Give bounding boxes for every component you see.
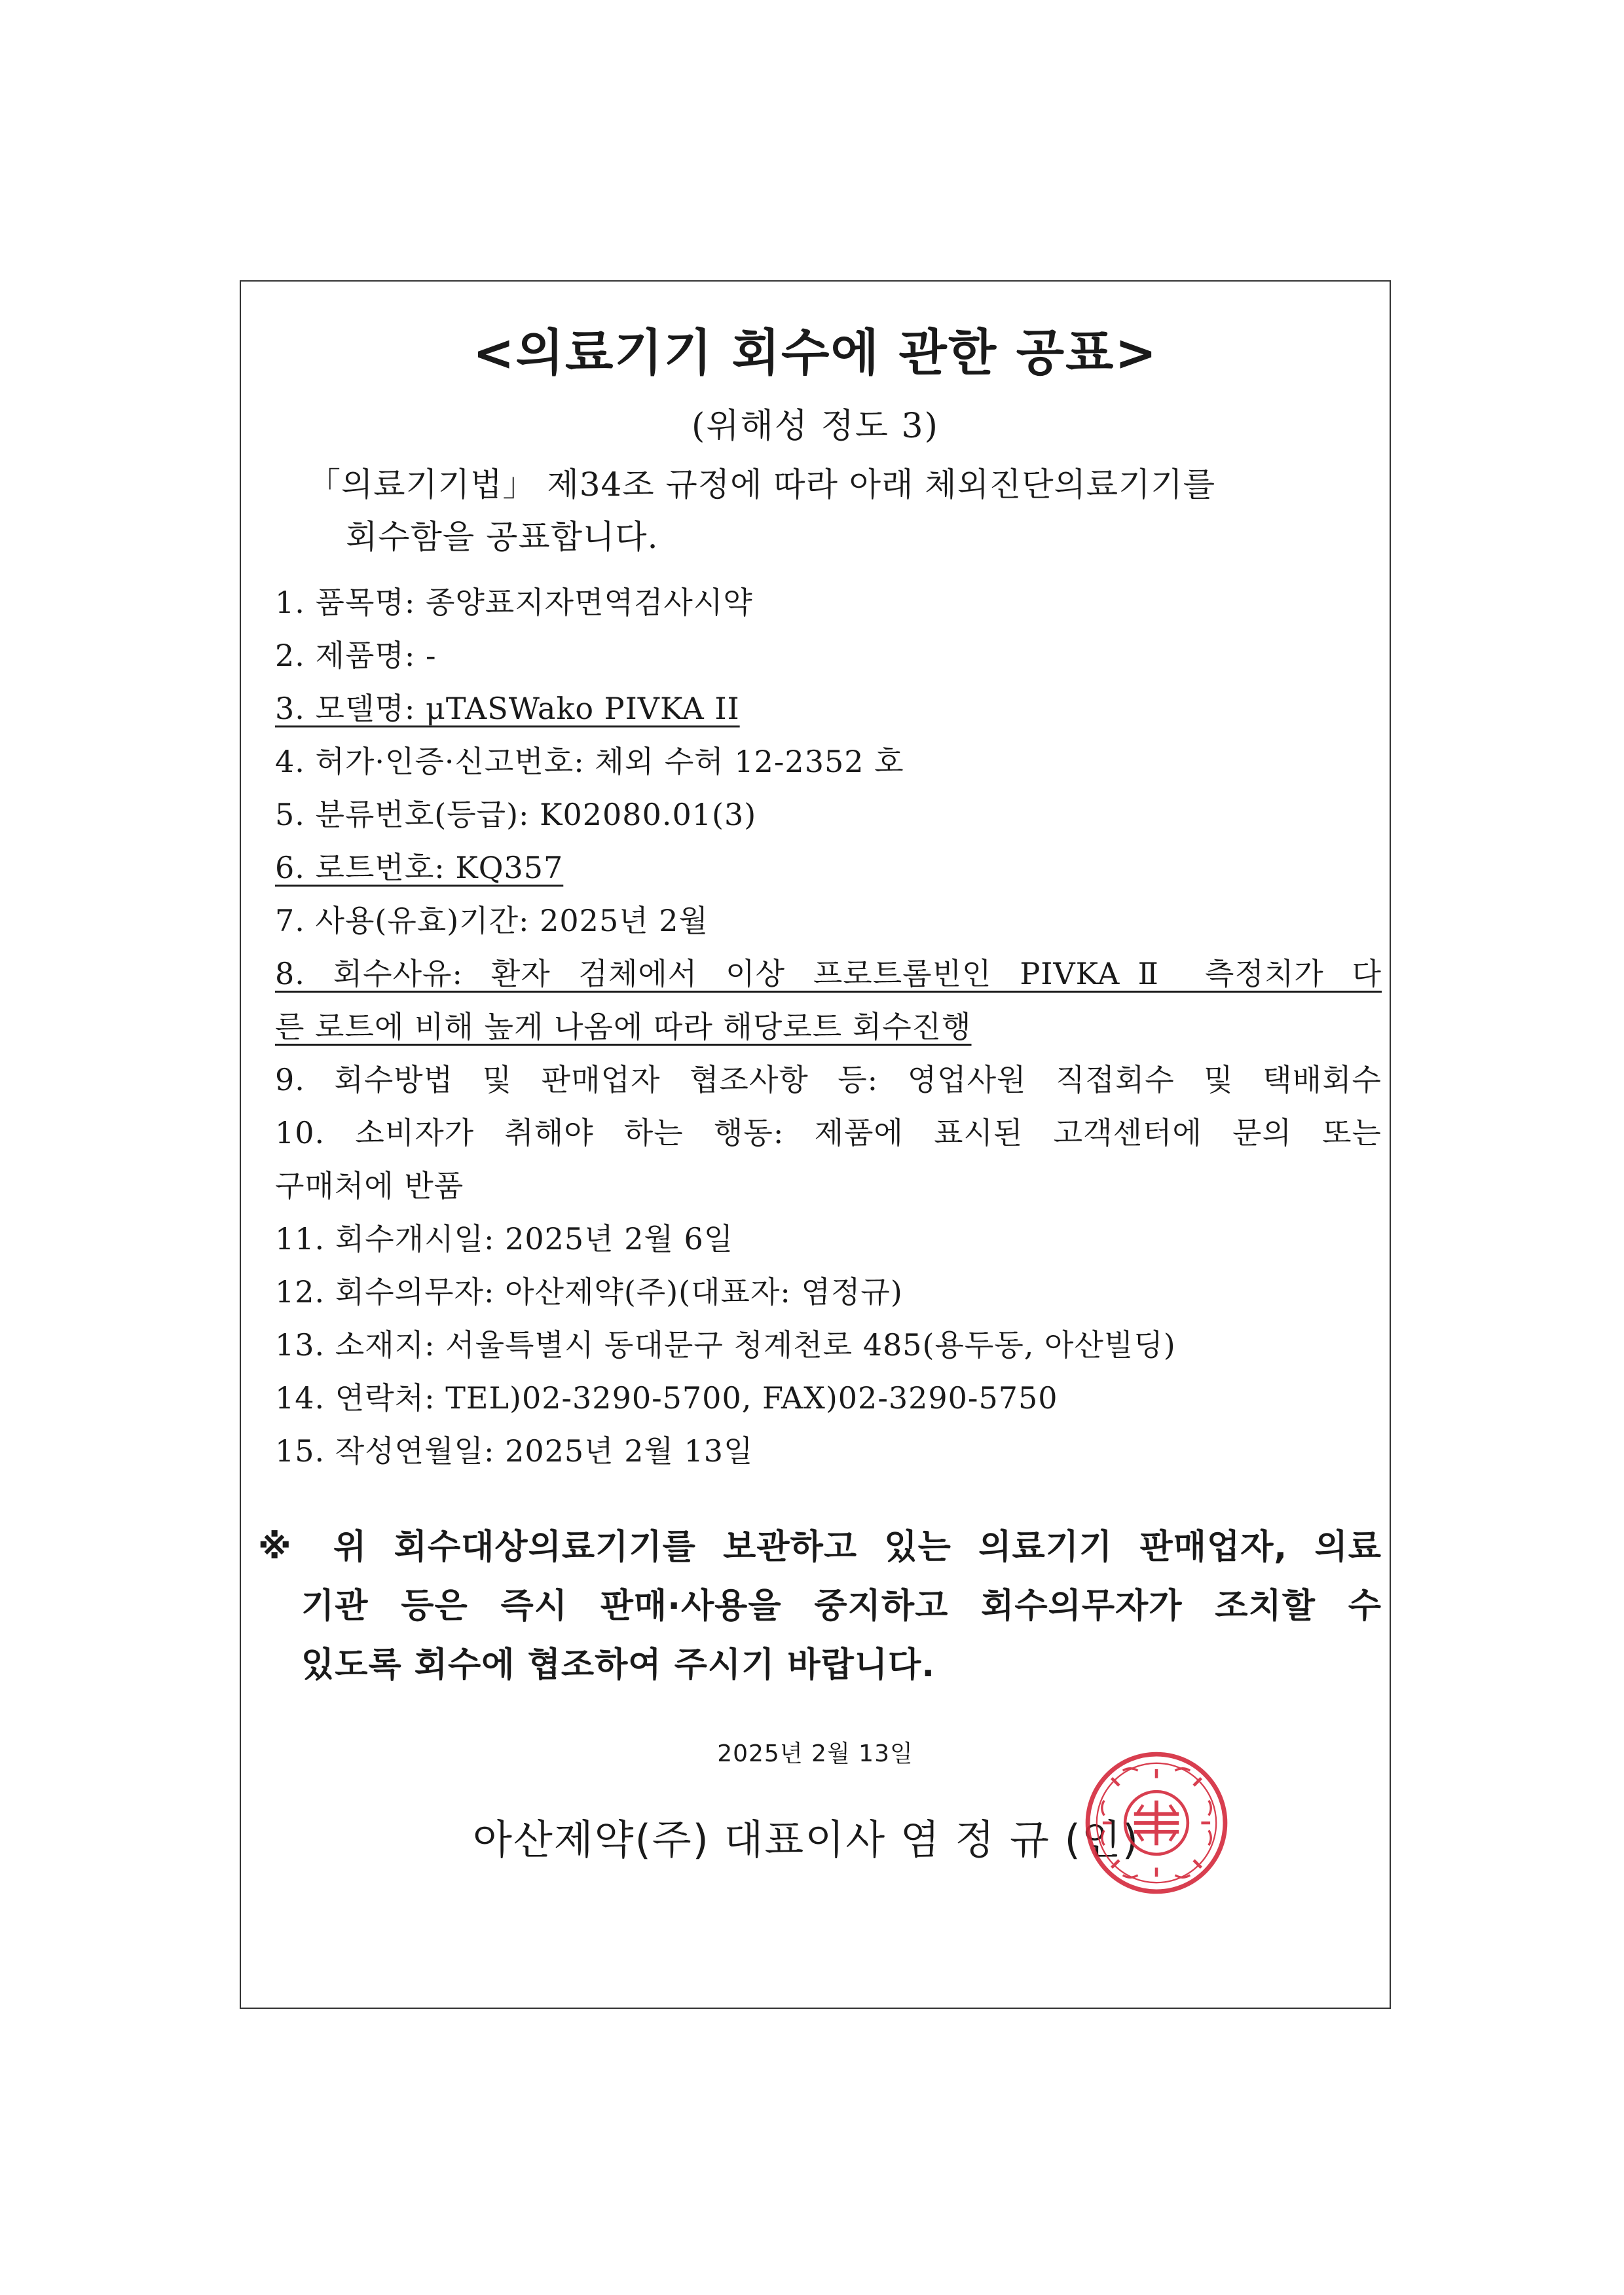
item-recall-method: 9. 회수방법 및 판매업자 협조사항 등: 영업사원 직접회수 및 택배회수 [275, 1062, 1382, 1097]
risk-level-subtitle: (위해성 정도 3) [692, 407, 939, 446]
item-recall-obligor: 12. 회수의무자: 아산제약(주)(대표자: 염정규) [275, 1274, 903, 1310]
notice-line-3: 있도록 회수에 협조하여 주시기 바랍니다. [301, 1645, 936, 1685]
item-model-name [275, 682, 1382, 735]
item-expiry: 7. 사용(유효)기간: 2025년 2월 [275, 903, 709, 938]
item-address: 13. 소재지: 서울특별시 동대문구 청계천로 485(용두동, 아산빌딩) [275, 1327, 1176, 1363]
recall-items-list [275, 576, 1382, 1478]
item-classification: 5. 분류번호(등급): K02080.01(3) [275, 797, 757, 832]
item-consumer-action-line-1: 10. 소비자가 취해야 하는 행동: 제품에 표시된 고객센터에 문의 또는 [275, 1115, 1382, 1150]
item-consumer-action-line-2: 구매처에 반품 [275, 1168, 464, 1203]
item-recall-reason-line-2-wrap [275, 1001, 1382, 1054]
item-product-category: 1. 품목명: 종양표지자면역검사시약 [275, 585, 753, 620]
item-lot-number [275, 841, 1382, 894]
issue-date: 2025년 2월 13일 [717, 1740, 913, 1767]
item-recall-reason-line-1: 8. 회수사유: 환자 검체에서 이상 프로트롬빈인 PIVKAⅡ 측정치가 다 [275, 956, 1382, 991]
item-recall-reason-line-2: 른 로트에 비해 높게 나옴에 따라 해당로트 회수진행 [275, 1009, 972, 1044]
intro-paragraph [308, 458, 1215, 563]
item-lot-number-text: 6. 로트번호: KQ357 [275, 850, 564, 885]
item-written-date: 15. 작성연월일: 2025년 2월 13일 [275, 1433, 754, 1469]
item-license-number: 4. 허가·인증·신고번호: 체외 수허 12-2352 호 [275, 744, 904, 779]
intro-line-1: 「의료기기법」 제34조 규정에 따라 아래 체외진단의료기기를 [308, 466, 1215, 504]
item-recall-start-date: 11. 회수개시일: 2025년 2월 6일 [275, 1221, 734, 1257]
item-model-name-text: 3. 모델명: μTASWako PIVKA II [275, 691, 740, 726]
intro-line-2: 회수함을 공표합니다. [346, 518, 659, 556]
notice-line-1: ※ 위 회수대상의료기기를 보관하고 있는 의료기기 판매업자, 의료 [258, 1528, 1382, 1567]
item-product-name: 2. 제품명: - [275, 638, 437, 673]
notice-paragraph [258, 1518, 1382, 1695]
notice-line-2: 기관 등은 즉시 판매·사용을 중지하고 회수의무자가 조치할 수 [301, 1587, 1382, 1626]
page-title: <의료기기 회수에 관한 공표> [472, 323, 1158, 382]
signer-line: 아산제약(주) 대표이사 염 정 규 (인) [473, 1816, 1139, 1864]
company-seal-stamp [1082, 1748, 1231, 1898]
item-contact: 14. 연락처: TEL)02-3290-5700, FAX)02-3290-5750 [275, 1380, 1058, 1416]
